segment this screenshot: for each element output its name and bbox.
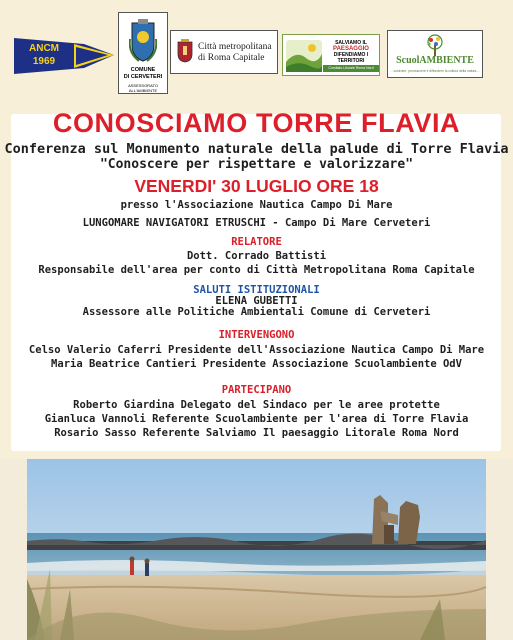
salviamo-line1: SALVIAMO IL (335, 40, 367, 46)
scuolambiente-name: ScuolAMBIENTE (396, 55, 474, 66)
salviamo-line2: PAESAGGIO (333, 46, 369, 52)
metro-line2: di Roma Capitale (198, 53, 265, 63)
salviamo-line3: DIFENDIAMO I TERRITORI (333, 52, 369, 64)
partecipano-item: Rosario Sasso Referente Salviamo Il paesaggio Litorale Roma Nord (54, 427, 459, 439)
intervengono-item: Celso Valerio Caferri Presidente dell'Associazione Nautica Campo Di Mare (28, 344, 485, 356)
event-subtitle: Conferenza sul Monumento naturale della palude di Torre Flavia (4, 141, 509, 157)
salviamo-line4: Comitato Litorale Roma Nord (323, 65, 379, 72)
relatore-role: Responsabile dell'area per conto di Città Metropolitana Roma Capitale (38, 264, 475, 276)
event-date: VENERDI' 30 LUGLIO ORE 18 (134, 176, 379, 196)
comune-cerveteri-logo (118, 12, 168, 94)
relatore-heading: RELATORE (231, 236, 282, 248)
partecipano-item: Roberto Giardina Delegato del Sindaco per le aree protette (73, 399, 440, 411)
event-address: LUNGOMARE NAVIGATORI ETRUSCHI - Campo Di Mare Cerveteri (82, 217, 431, 229)
ancm-year: 1969 (32, 56, 56, 67)
tree-icon (421, 34, 449, 56)
cerveteri-line3: ASSESSORATO (128, 83, 158, 88)
partecipano-item: Gianluca Vannoli Referente Scuolambiente per l'area di Torre Flavia (44, 413, 469, 425)
event-tagline: "Conoscere per rispettare e valorizzare" (99, 157, 414, 172)
saluti-role: Assessore alle Politiche Ambientali Comune di Cerveteri (82, 306, 431, 318)
saluti-heading: SALUTI ISTITUZIONALI (193, 284, 320, 296)
cerveteri-crest-icon (129, 19, 157, 63)
intervengono-heading: INTERVENGONO (218, 329, 295, 341)
logo-strip (0, 0, 513, 100)
landscape-icon (286, 40, 322, 72)
metro-crest-icon (177, 39, 193, 63)
scuolambiente-logo (387, 30, 483, 78)
relatore-name: Dott. Corrado Battisti (186, 250, 327, 262)
partecipano-heading: PARTECIPANO (221, 384, 292, 396)
salviamo-paesaggio-logo (282, 34, 380, 76)
cerveteri-line4: ALL'AMBIENTE (128, 88, 158, 93)
saluti-name: ELENA GUBETTI (215, 295, 298, 307)
metro-line1: Città metropolitana (198, 42, 272, 52)
cerveteri-line2: DI CERVETERI (123, 74, 163, 80)
torre-flavia-beach-photo (0, 459, 513, 640)
citta-metropolitana-logo (170, 30, 278, 74)
event-title: CONOSCIAMO TORRE FLAVIA (52, 108, 461, 138)
scuolambiente-tagline: …costruire, promuovere e diffondere la cultura della natura… (390, 69, 480, 73)
intervengono-item: Maria Beatrice Cantieri Presidente Associazione Scuolambiente OdV (51, 358, 462, 370)
ancm-name: ANCM (29, 43, 59, 54)
event-venue: presso l'Associazione Nautica Campo Di Mare (120, 199, 393, 211)
cerveteri-line1: COMUNE (130, 67, 156, 73)
